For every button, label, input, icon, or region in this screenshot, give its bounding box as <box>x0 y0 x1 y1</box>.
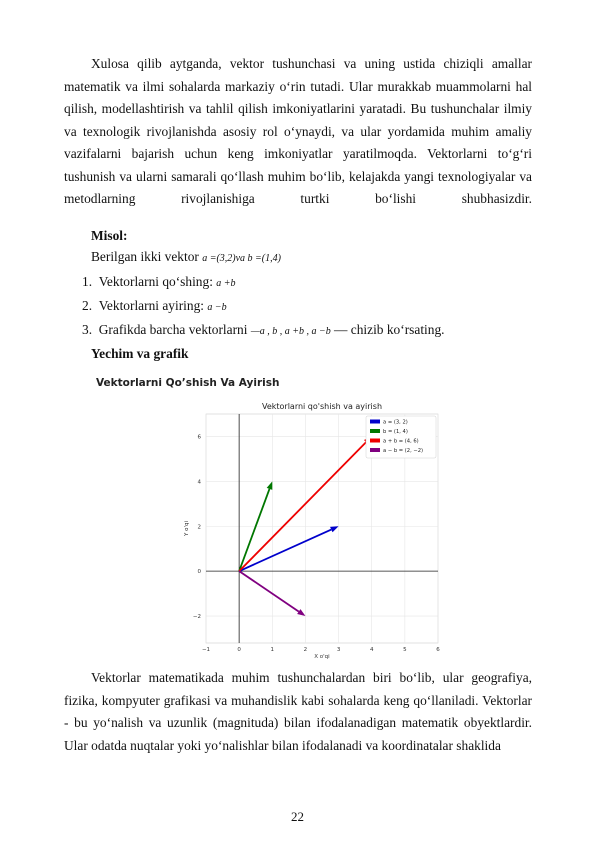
legend-swatch <box>370 439 380 443</box>
given-math: a =(3,2)va b =(1,4) <box>202 253 281 264</box>
task-text: Grafikda barcha vektorlarni <box>98 322 251 337</box>
task-math: —a , b , a +b , a −b <box>250 326 331 337</box>
legend-label: a + b = (4, 6) <box>383 438 419 445</box>
task-number: 1. <box>82 274 93 289</box>
y-tick-label: 0 <box>197 569 201 576</box>
legend-swatch <box>370 448 380 452</box>
conclusion-paragraph: Xulosa qilib aytganda, vektor tushunchasi va uning ustida chiziqli amallar matematik va ilmi sohalarda markaziy o‘rin tutadi. Ular murakkab muammolarni hal qilish, modellashtirish va tahlil qilish imkoniyatlarini yaratadi. Bu tushunchalar ilmiy va texnologik rivojlanishda asosiy rol o‘ynaydi, va ular yordamida muhim amaliy vazifalarni bajarish uchun keng imkoniyatlar yaratilmoqda. Vektorlarni to‘g‘ri tushunish va ularni samarali qo‘llash muhim bo‘lib, kelajakda yangi texnologiyalar va metodlarning rivojlanishiga turtki bo‘lishi shubhasizdir. <box>64 56 532 206</box>
x-tick-label: 0 <box>237 647 241 653</box>
x-tick-label: 1 <box>270 647 275 653</box>
vectors-paragraph: Vektorlar matematikada muhim tushunchalardan biri bo‘lib, ular geografiya, fizika, kompyuter grafikasi va muhandislik kabi sohalarda keng qo‘llaniladi. Vektorlar - bu yo‘nalish va uzunlik (magnituda) bilan ifodalanadigan matematik obyektlardir. Ular odatda nuqtalar yoki yo‘nalishlar bilan ifodalanadi va koordinatalar shaklida <box>64 670 532 753</box>
task-suffix: — chizib ko‘rsating. <box>330 322 445 337</box>
x-tick-label: 5 <box>403 647 407 653</box>
given-text: Berilgan ikki vektor <box>91 249 203 264</box>
chart-title: Vektorlarni qo'shish va ayirish <box>261 402 383 411</box>
y-tick-label: 2 <box>197 524 201 531</box>
figure-caption: Vektorlarni Qo’shish Va Ayirish <box>96 377 280 389</box>
legend-swatch <box>370 420 380 424</box>
task-number: 2. <box>82 298 93 313</box>
x-tick-label: 2 <box>303 647 308 653</box>
y-tick-label: −2 <box>192 614 201 621</box>
y-axis-label: Y o'qi <box>184 520 190 537</box>
x-tick-label: 4 <box>369 647 374 653</box>
y-tick-label: 4 <box>197 479 201 486</box>
x-tick-label: −1 <box>201 647 211 653</box>
legend-label: a = (3, 2) <box>383 419 408 426</box>
task-math: a +b <box>216 278 236 289</box>
task-item-1 <box>82 272 236 294</box>
given-vectors <box>91 247 281 269</box>
task-text: Vektorlarni qo‘shing: <box>98 274 217 289</box>
solution-heading: Yechim va grafik <box>91 346 189 361</box>
task-item-2 <box>82 296 227 318</box>
vector-chart <box>176 396 446 664</box>
y-tick-label: 6 <box>197 434 201 441</box>
x-tick-label: 6 <box>436 647 440 653</box>
legend-label: b = (1, 4) <box>383 429 408 435</box>
x-axis-label: X o'qi <box>314 654 330 660</box>
x-tick-label: 3 <box>336 647 341 653</box>
legend-swatch <box>370 429 380 433</box>
task-number: 3. <box>82 322 93 337</box>
task-math: a −b <box>207 302 227 313</box>
example-heading: Misol: <box>91 228 128 243</box>
task-item-3 <box>82 320 445 342</box>
page-number: 22 <box>291 809 304 824</box>
legend-label: a − b = (2, −2) <box>383 448 424 454</box>
task-text: Vektorlarni ayiring: <box>98 298 208 313</box>
